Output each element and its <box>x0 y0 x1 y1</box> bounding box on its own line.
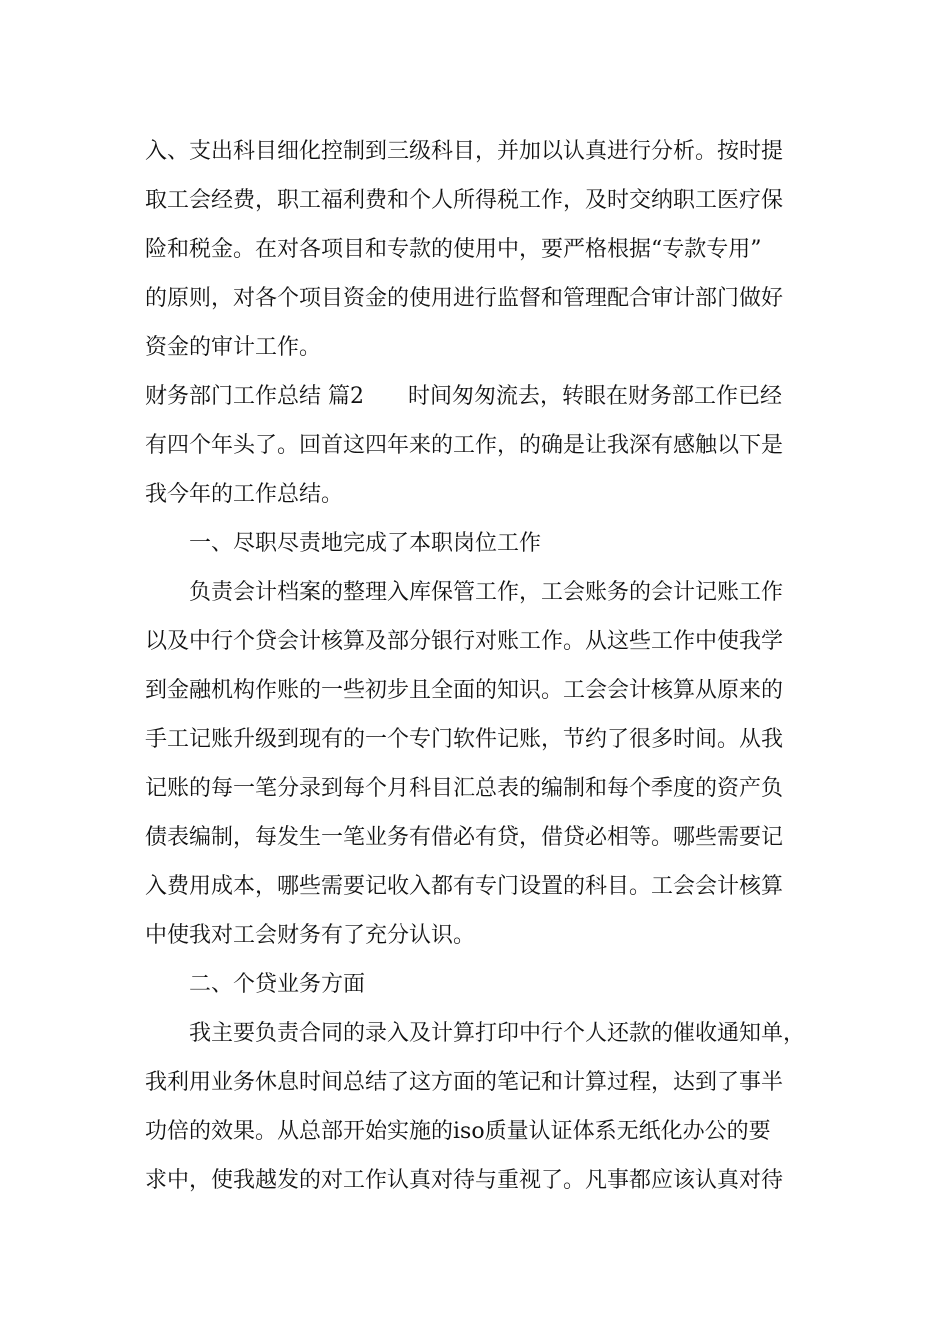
paragraph-line: 资金的审计工作。 <box>145 335 322 360</box>
paragraph-line: 的原则，对各个项目资金的使用进行监督和管理配合审计部门做好 <box>145 286 784 311</box>
paragraph-line: 以及中行个贷会计核算及部分银行对账工作。从这些工作中使我学 <box>145 629 784 654</box>
paragraph-line: 我今年的工作总结。 <box>145 482 344 507</box>
paragraph-line: 我利用业务休息时间总结了这方面的笔记和计算过程，达到了事半 <box>145 1070 784 1095</box>
paragraph-line: 入费用成本，哪些需要记收入都有专门设置的科目。工会会计核算 <box>145 874 784 899</box>
section-title: 财务部门工作总结 篇2 <box>145 384 364 409</box>
paragraph-line: 手工记账升级到现有的一个专门软件记账，节约了很多时间。从我 <box>145 727 784 752</box>
paragraph-line: 险和税金。在对各项目和专款的使用中，要严格根据“专款专用” <box>145 237 762 262</box>
paragraph-line: 中使我对工会财务有了充分认识。 <box>145 923 476 948</box>
subheading: 一、尽职尽责地完成了本职岗位工作 <box>189 531 542 556</box>
paragraph-line: 记账的每一笔分录到每个月科目汇总表的编制和每个季度的资产负 <box>145 776 784 801</box>
document-body <box>145 127 810 1205</box>
paragraph-line: 有四个年头了。回首这四年来的工作，的确是让我深有感触以下是 <box>145 433 784 458</box>
paragraph-line: 到金融机构作账的一些初步且全面的知识。工会会计核算从原来的 <box>145 678 784 703</box>
paragraph-line: 功倍的效果。从总部开始实施的iso质量认证体系无纸化办公的要 <box>145 1119 771 1144</box>
paragraph-line: 取工会经费，职工福利费和个人所得税工作，及时交纳职工医疗保 <box>145 188 784 213</box>
section-first-line: 时间匆匆流去，转眼在财务部工作已经 <box>408 384 783 409</box>
paragraph-line: 我主要负责合同的录入及计算打印中行个人还款的催收通知单， <box>189 1021 806 1046</box>
section-heading-line <box>145 372 810 421</box>
paragraph-line: 负责会计档案的整理入库保管工作，工会账务的会计记账工作 <box>189 580 784 605</box>
subheading: 二、个贷业务方面 <box>189 972 366 997</box>
paragraph-line: 求中，使我越发的对工作认真对待与重视了。凡事都应该认真对待 <box>145 1168 784 1193</box>
paragraph-line: 债表编制，每发生一笔业务有借必有贷，借贷必相等。哪些需要记 <box>145 825 784 850</box>
paragraph-line: 入、支出科目细化控制到三级科目，并加以认真进行分析。按时提 <box>145 139 784 164</box>
